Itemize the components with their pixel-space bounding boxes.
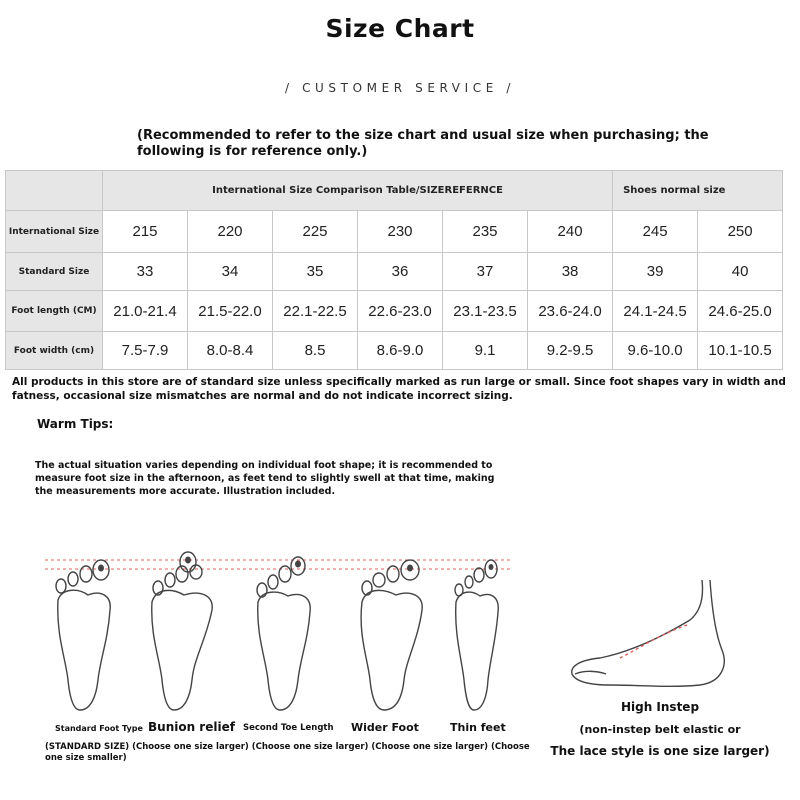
sizing-note: All products in this store are of standard size unless specifically marked as run large or small. Since foot shapes vary in width and fatness, occasional size mismatches are normal and do not indicate incorrect sizing. [12, 376, 786, 402]
table-cell: 225 [273, 211, 358, 253]
table-cell: 9.1 [443, 332, 528, 370]
measurement-advice: The actual situation varies depending on individual foot shape; it is recommended to measure foot size in the afternoon, as feet tend to slightly swell at that time, making the measurements more accurate. Illustration included. [35, 460, 495, 497]
table-cell: 37 [443, 253, 528, 291]
recommendation-text: (Recommended to refer to the size chart and usual size when purchasing; the following is for reference only.) [137, 128, 709, 159]
table-cell: 8.5 [273, 332, 358, 370]
wider-foot-label: Wider Foot [351, 721, 419, 734]
table-header-row [6, 171, 783, 211]
table-cell: 9.6-10.0 [613, 332, 698, 370]
table-row [6, 332, 783, 370]
table-row [6, 253, 783, 291]
foot-type-illustration [0, 540, 800, 720]
table-cell: 8.0-8.4 [188, 332, 273, 370]
table-row [6, 211, 783, 253]
table-cell: 7.5-7.9 [103, 332, 188, 370]
second-toe-label: Second Toe Length [243, 723, 334, 733]
table-cell: 38 [528, 253, 613, 291]
bunion-foot-label: Bunion relief [148, 720, 235, 734]
table-cell: 220 [188, 211, 273, 253]
table-cell: 215 [103, 211, 188, 253]
table-cell: 8.6-9.0 [358, 332, 443, 370]
table-cell: 35 [273, 253, 358, 291]
table-cell: 250 [698, 211, 783, 253]
table-cell: 22.6-23.0 [358, 291, 443, 332]
header-right: Shoes normal size [613, 171, 783, 211]
row-label: Standard Size [6, 253, 103, 291]
high-instep-title: High Instep [620, 700, 700, 714]
table-cell: 21.5-22.0 [188, 291, 273, 332]
table-cell: 23.6-24.0 [528, 291, 613, 332]
page-title: Size Chart [325, 14, 475, 43]
header-corner-cell [6, 171, 103, 211]
table-cell: 24.6-25.0 [698, 291, 783, 332]
table-cell: 10.1-10.5 [698, 332, 783, 370]
table-cell: 235 [443, 211, 528, 253]
thin-foot-label: Thin feet [450, 721, 506, 734]
table-cell: 9.2-9.5 [528, 332, 613, 370]
row-label: Foot width (cm) [6, 332, 103, 370]
table-cell: 22.1-22.5 [273, 291, 358, 332]
bunion-foot-icon [152, 552, 212, 710]
high-instep-line2: The lace style is one size larger) [550, 744, 770, 758]
standard-foot-label: Standard Foot Type [55, 724, 143, 733]
second-toe-foot-icon [257, 557, 310, 710]
table-cell: 40 [698, 253, 783, 291]
table-cell: 21.0-21.4 [103, 291, 188, 332]
customer-service-subtitle: / CUSTOMER SERVICE / [285, 81, 515, 95]
table-cell: 245 [613, 211, 698, 253]
high-instep-foot-icon [572, 580, 724, 686]
size-comparison-table [5, 170, 783, 370]
table-cell: 24.1-24.5 [613, 291, 698, 332]
table-cell: 23.1-23.5 [443, 291, 528, 332]
row-label: Foot length (CM) [6, 291, 103, 332]
wider-foot-icon [361, 560, 422, 710]
foot-type-captions: (STANDARD SIZE) (Choose one size larger) (Choose one size larger) (Choose one size larger) (Choose one size smaller) [45, 742, 530, 763]
high-instep-line1: (non-instep belt elastic or [579, 723, 741, 736]
table-cell: 34 [188, 253, 273, 291]
table-cell: 240 [528, 211, 613, 253]
table-row [6, 291, 783, 332]
table-cell: 33 [103, 253, 188, 291]
standard-foot-icon [56, 560, 110, 710]
table-cell: 39 [613, 253, 698, 291]
thin-foot-icon [455, 560, 498, 710]
warm-tips-heading: Warm Tips: [37, 417, 114, 431]
header-main: International Size Comparison Table/SIZEREFERNCE [103, 171, 613, 211]
table-cell: 36 [358, 253, 443, 291]
row-label: International Size [6, 211, 103, 253]
table-cell: 230 [358, 211, 443, 253]
